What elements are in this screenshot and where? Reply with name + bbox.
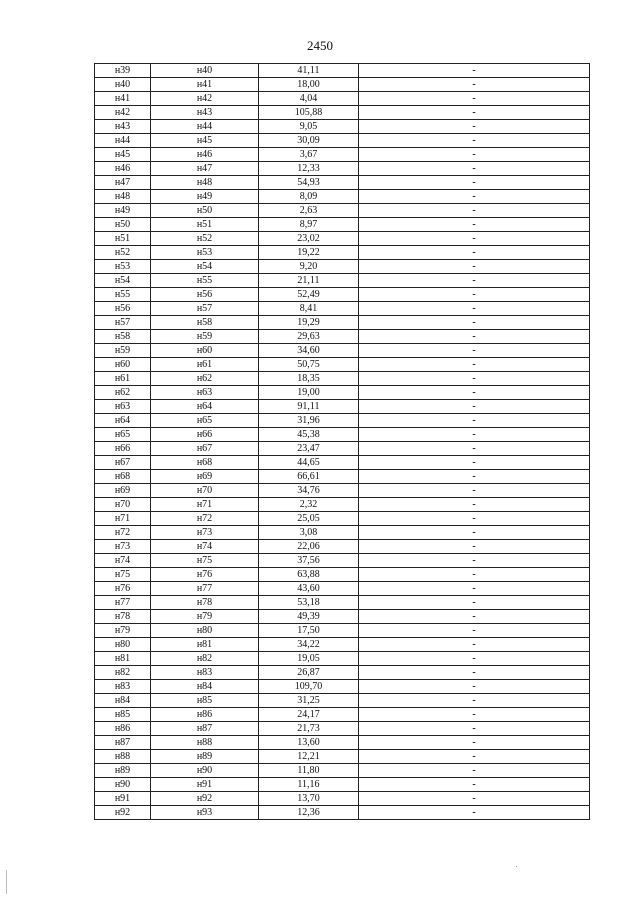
note-cell: -: [359, 134, 590, 148]
table-row: [95, 372, 590, 386]
length-cell: 2,63: [259, 204, 359, 218]
table-row: [95, 442, 590, 456]
note-cell: -: [359, 78, 590, 92]
end-point-cell: н49: [151, 190, 259, 204]
end-point-cell: н68: [151, 456, 259, 470]
length-cell: 22,06: [259, 540, 359, 554]
end-point-cell: н43: [151, 106, 259, 120]
note-cell: -: [359, 498, 590, 512]
length-cell: 9,05: [259, 120, 359, 134]
table-row: [95, 722, 590, 736]
table-row: [95, 190, 590, 204]
table-row: [95, 148, 590, 162]
end-point-cell: н67: [151, 442, 259, 456]
table-row: [95, 274, 590, 288]
end-point-cell: н72: [151, 512, 259, 526]
length-cell: 45,38: [259, 428, 359, 442]
start-point-cell: н58: [95, 330, 151, 344]
note-cell: -: [359, 624, 590, 638]
table-row: [95, 386, 590, 400]
start-point-cell: н73: [95, 540, 151, 554]
start-point-cell: н53: [95, 260, 151, 274]
length-cell: 50,75: [259, 358, 359, 372]
note-cell: -: [359, 470, 590, 484]
note-cell: -: [359, 204, 590, 218]
end-point-cell: н47: [151, 162, 259, 176]
end-point-cell: н92: [151, 792, 259, 806]
note-cell: -: [359, 162, 590, 176]
start-point-cell: н63: [95, 400, 151, 414]
table-row: [95, 736, 590, 750]
scan-speck: [516, 866, 517, 867]
end-point-cell: н84: [151, 680, 259, 694]
table-row: [95, 176, 590, 190]
end-point-cell: н88: [151, 736, 259, 750]
scan-speck: [6, 870, 7, 894]
start-point-cell: н50: [95, 218, 151, 232]
end-point-cell: н62: [151, 372, 259, 386]
start-point-cell: н86: [95, 722, 151, 736]
table-row: [95, 498, 590, 512]
length-cell: 12,33: [259, 162, 359, 176]
table-row: [95, 778, 590, 792]
points-table: [94, 63, 590, 820]
length-cell: 53,18: [259, 596, 359, 610]
end-point-cell: н73: [151, 526, 259, 540]
end-point-cell: н53: [151, 246, 259, 260]
table-row: [95, 428, 590, 442]
start-point-cell: н75: [95, 568, 151, 582]
length-cell: 18,00: [259, 78, 359, 92]
end-point-cell: н66: [151, 428, 259, 442]
length-cell: 8,97: [259, 218, 359, 232]
table-row: [95, 484, 590, 498]
end-point-cell: н80: [151, 624, 259, 638]
note-cell: -: [359, 246, 590, 260]
note-cell: -: [359, 540, 590, 554]
end-point-cell: н44: [151, 120, 259, 134]
length-cell: 49,39: [259, 610, 359, 624]
length-cell: 31,96: [259, 414, 359, 428]
length-cell: 19,29: [259, 316, 359, 330]
start-point-cell: н77: [95, 596, 151, 610]
table-row: [95, 806, 590, 820]
length-cell: 37,56: [259, 554, 359, 568]
start-point-cell: н68: [95, 470, 151, 484]
note-cell: -: [359, 190, 590, 204]
note-cell: -: [359, 694, 590, 708]
note-cell: -: [359, 596, 590, 610]
start-point-cell: н54: [95, 274, 151, 288]
end-point-cell: н61: [151, 358, 259, 372]
length-cell: 105,88: [259, 106, 359, 120]
start-point-cell: н51: [95, 232, 151, 246]
start-point-cell: н62: [95, 386, 151, 400]
table-row: [95, 302, 590, 316]
end-point-cell: н59: [151, 330, 259, 344]
length-cell: 23,02: [259, 232, 359, 246]
start-point-cell: н45: [95, 148, 151, 162]
table-row: [95, 120, 590, 134]
length-cell: 34,60: [259, 344, 359, 358]
note-cell: -: [359, 106, 590, 120]
table-row: [95, 358, 590, 372]
end-point-cell: н52: [151, 232, 259, 246]
note-cell: -: [359, 764, 590, 778]
note-cell: -: [359, 330, 590, 344]
end-point-cell: н64: [151, 400, 259, 414]
note-cell: -: [359, 92, 590, 106]
note-cell: -: [359, 260, 590, 274]
start-point-cell: н57: [95, 316, 151, 330]
start-point-cell: н42: [95, 106, 151, 120]
start-point-cell: н46: [95, 162, 151, 176]
end-point-cell: н42: [151, 92, 259, 106]
end-point-cell: н57: [151, 302, 259, 316]
note-cell: -: [359, 120, 590, 134]
table-row: [95, 582, 590, 596]
start-point-cell: н39: [95, 64, 151, 78]
table-row: [95, 638, 590, 652]
page-number: 2450: [307, 38, 333, 53]
end-point-cell: н90: [151, 764, 259, 778]
note-cell: -: [359, 386, 590, 400]
length-cell: 13,60: [259, 736, 359, 750]
end-point-cell: н56: [151, 288, 259, 302]
length-cell: 12,21: [259, 750, 359, 764]
end-point-cell: н82: [151, 652, 259, 666]
table-row: [95, 694, 590, 708]
note-cell: -: [359, 344, 590, 358]
end-point-cell: н41: [151, 78, 259, 92]
length-cell: 41,11: [259, 64, 359, 78]
table-row: [95, 792, 590, 806]
start-point-cell: н87: [95, 736, 151, 750]
end-point-cell: н91: [151, 778, 259, 792]
start-point-cell: н80: [95, 638, 151, 652]
length-cell: 4,04: [259, 92, 359, 106]
table-row: [95, 652, 590, 666]
start-point-cell: н90: [95, 778, 151, 792]
table-row: [95, 260, 590, 274]
note-cell: -: [359, 400, 590, 414]
table-row: [95, 554, 590, 568]
length-cell: 26,87: [259, 666, 359, 680]
start-point-cell: н69: [95, 484, 151, 498]
start-point-cell: н92: [95, 806, 151, 820]
end-point-cell: н58: [151, 316, 259, 330]
length-cell: 18,35: [259, 372, 359, 386]
start-point-cell: н67: [95, 456, 151, 470]
table-row: [95, 414, 590, 428]
table-row: [95, 246, 590, 260]
table-row: [95, 92, 590, 106]
length-cell: 8,41: [259, 302, 359, 316]
note-cell: -: [359, 680, 590, 694]
length-cell: 8,09: [259, 190, 359, 204]
table-row: [95, 666, 590, 680]
end-point-cell: н77: [151, 582, 259, 596]
end-point-cell: н86: [151, 708, 259, 722]
start-point-cell: н79: [95, 624, 151, 638]
table-row: [95, 750, 590, 764]
table-body: [95, 64, 590, 820]
note-cell: -: [359, 554, 590, 568]
start-point-cell: н71: [95, 512, 151, 526]
table-row: [95, 610, 590, 624]
table-row: [95, 106, 590, 120]
start-point-cell: н78: [95, 610, 151, 624]
start-point-cell: н88: [95, 750, 151, 764]
note-cell: -: [359, 722, 590, 736]
table-row: [95, 568, 590, 582]
note-cell: -: [359, 778, 590, 792]
length-cell: 12,36: [259, 806, 359, 820]
end-point-cell: н51: [151, 218, 259, 232]
end-point-cell: н78: [151, 596, 259, 610]
note-cell: -: [359, 428, 590, 442]
length-cell: 19,00: [259, 386, 359, 400]
note-cell: -: [359, 750, 590, 764]
length-cell: 63,88: [259, 568, 359, 582]
length-cell: 23,47: [259, 442, 359, 456]
end-point-cell: н50: [151, 204, 259, 218]
table-row: [95, 162, 590, 176]
table-row: [95, 316, 590, 330]
table-row: [95, 344, 590, 358]
note-cell: -: [359, 218, 590, 232]
end-point-cell: н69: [151, 470, 259, 484]
start-point-cell: н56: [95, 302, 151, 316]
note-cell: -: [359, 806, 590, 820]
end-point-cell: н65: [151, 414, 259, 428]
note-cell: -: [359, 512, 590, 526]
length-cell: 19,05: [259, 652, 359, 666]
length-cell: 43,60: [259, 582, 359, 596]
end-point-cell: н45: [151, 134, 259, 148]
note-cell: -: [359, 316, 590, 330]
end-point-cell: н83: [151, 666, 259, 680]
start-point-cell: н44: [95, 134, 151, 148]
length-cell: 34,76: [259, 484, 359, 498]
table-row: [95, 624, 590, 638]
start-point-cell: н85: [95, 708, 151, 722]
length-cell: 21,11: [259, 274, 359, 288]
length-cell: 34,22: [259, 638, 359, 652]
start-point-cell: н60: [95, 358, 151, 372]
table-row: [95, 288, 590, 302]
end-point-cell: н55: [151, 274, 259, 288]
length-cell: 9,20: [259, 260, 359, 274]
table-row: [95, 232, 590, 246]
length-cell: 3,08: [259, 526, 359, 540]
end-point-cell: н89: [151, 750, 259, 764]
start-point-cell: н64: [95, 414, 151, 428]
note-cell: -: [359, 736, 590, 750]
length-cell: 31,25: [259, 694, 359, 708]
start-point-cell: н76: [95, 582, 151, 596]
end-point-cell: н40: [151, 64, 259, 78]
length-cell: 54,93: [259, 176, 359, 190]
table-row: [95, 218, 590, 232]
end-point-cell: н79: [151, 610, 259, 624]
start-point-cell: н82: [95, 666, 151, 680]
table-row: [95, 456, 590, 470]
note-cell: -: [359, 708, 590, 722]
note-cell: -: [359, 610, 590, 624]
end-point-cell: н75: [151, 554, 259, 568]
note-cell: -: [359, 638, 590, 652]
length-cell: 66,61: [259, 470, 359, 484]
start-point-cell: н70: [95, 498, 151, 512]
note-cell: -: [359, 148, 590, 162]
note-cell: -: [359, 176, 590, 190]
table-row: [95, 764, 590, 778]
start-point-cell: н49: [95, 204, 151, 218]
note-cell: -: [359, 414, 590, 428]
note-cell: -: [359, 302, 590, 316]
end-point-cell: н76: [151, 568, 259, 582]
length-cell: 2,32: [259, 498, 359, 512]
note-cell: -: [359, 652, 590, 666]
note-cell: -: [359, 526, 590, 540]
table-row: [95, 470, 590, 484]
note-cell: -: [359, 372, 590, 386]
note-cell: -: [359, 666, 590, 680]
table-row: [95, 204, 590, 218]
end-point-cell: н60: [151, 344, 259, 358]
length-cell: 3,67: [259, 148, 359, 162]
start-point-cell: н40: [95, 78, 151, 92]
start-point-cell: н65: [95, 428, 151, 442]
length-cell: 24,17: [259, 708, 359, 722]
start-point-cell: н59: [95, 344, 151, 358]
table-row: [95, 680, 590, 694]
length-cell: 29,63: [259, 330, 359, 344]
end-point-cell: н46: [151, 148, 259, 162]
note-cell: -: [359, 456, 590, 470]
note-cell: -: [359, 64, 590, 78]
table-row: [95, 596, 590, 610]
table-row: [95, 330, 590, 344]
note-cell: -: [359, 358, 590, 372]
start-point-cell: н83: [95, 680, 151, 694]
length-cell: 91,11: [259, 400, 359, 414]
table-row: [95, 78, 590, 92]
table-row: [95, 526, 590, 540]
note-cell: -: [359, 288, 590, 302]
end-point-cell: н85: [151, 694, 259, 708]
length-cell: 11,80: [259, 764, 359, 778]
start-point-cell: н55: [95, 288, 151, 302]
start-point-cell: н61: [95, 372, 151, 386]
start-point-cell: н47: [95, 176, 151, 190]
start-point-cell: н91: [95, 792, 151, 806]
length-cell: 19,22: [259, 246, 359, 260]
length-cell: 109,70: [259, 680, 359, 694]
length-cell: 21,73: [259, 722, 359, 736]
note-cell: -: [359, 274, 590, 288]
start-point-cell: н66: [95, 442, 151, 456]
end-point-cell: н93: [151, 806, 259, 820]
end-point-cell: н74: [151, 540, 259, 554]
start-point-cell: н89: [95, 764, 151, 778]
length-cell: 17,50: [259, 624, 359, 638]
end-point-cell: н87: [151, 722, 259, 736]
table-row: [95, 400, 590, 414]
end-point-cell: н70: [151, 484, 259, 498]
note-cell: -: [359, 232, 590, 246]
start-point-cell: н81: [95, 652, 151, 666]
end-point-cell: н81: [151, 638, 259, 652]
note-cell: -: [359, 442, 590, 456]
length-cell: 13,70: [259, 792, 359, 806]
note-cell: -: [359, 568, 590, 582]
start-point-cell: н52: [95, 246, 151, 260]
table-row: [95, 64, 590, 78]
end-point-cell: н63: [151, 386, 259, 400]
table-row: [95, 540, 590, 554]
start-point-cell: н72: [95, 526, 151, 540]
start-point-cell: н74: [95, 554, 151, 568]
end-point-cell: н54: [151, 260, 259, 274]
note-cell: -: [359, 792, 590, 806]
note-cell: -: [359, 484, 590, 498]
length-cell: 11,16: [259, 778, 359, 792]
end-point-cell: н48: [151, 176, 259, 190]
end-point-cell: н71: [151, 498, 259, 512]
start-point-cell: н84: [95, 694, 151, 708]
table-row: [95, 134, 590, 148]
length-cell: 25,05: [259, 512, 359, 526]
table-row: [95, 708, 590, 722]
table-row: [95, 512, 590, 526]
start-point-cell: н43: [95, 120, 151, 134]
length-cell: 30,09: [259, 134, 359, 148]
start-point-cell: н48: [95, 190, 151, 204]
note-cell: -: [359, 582, 590, 596]
length-cell: 44,65: [259, 456, 359, 470]
length-cell: 52,49: [259, 288, 359, 302]
start-point-cell: н41: [95, 92, 151, 106]
